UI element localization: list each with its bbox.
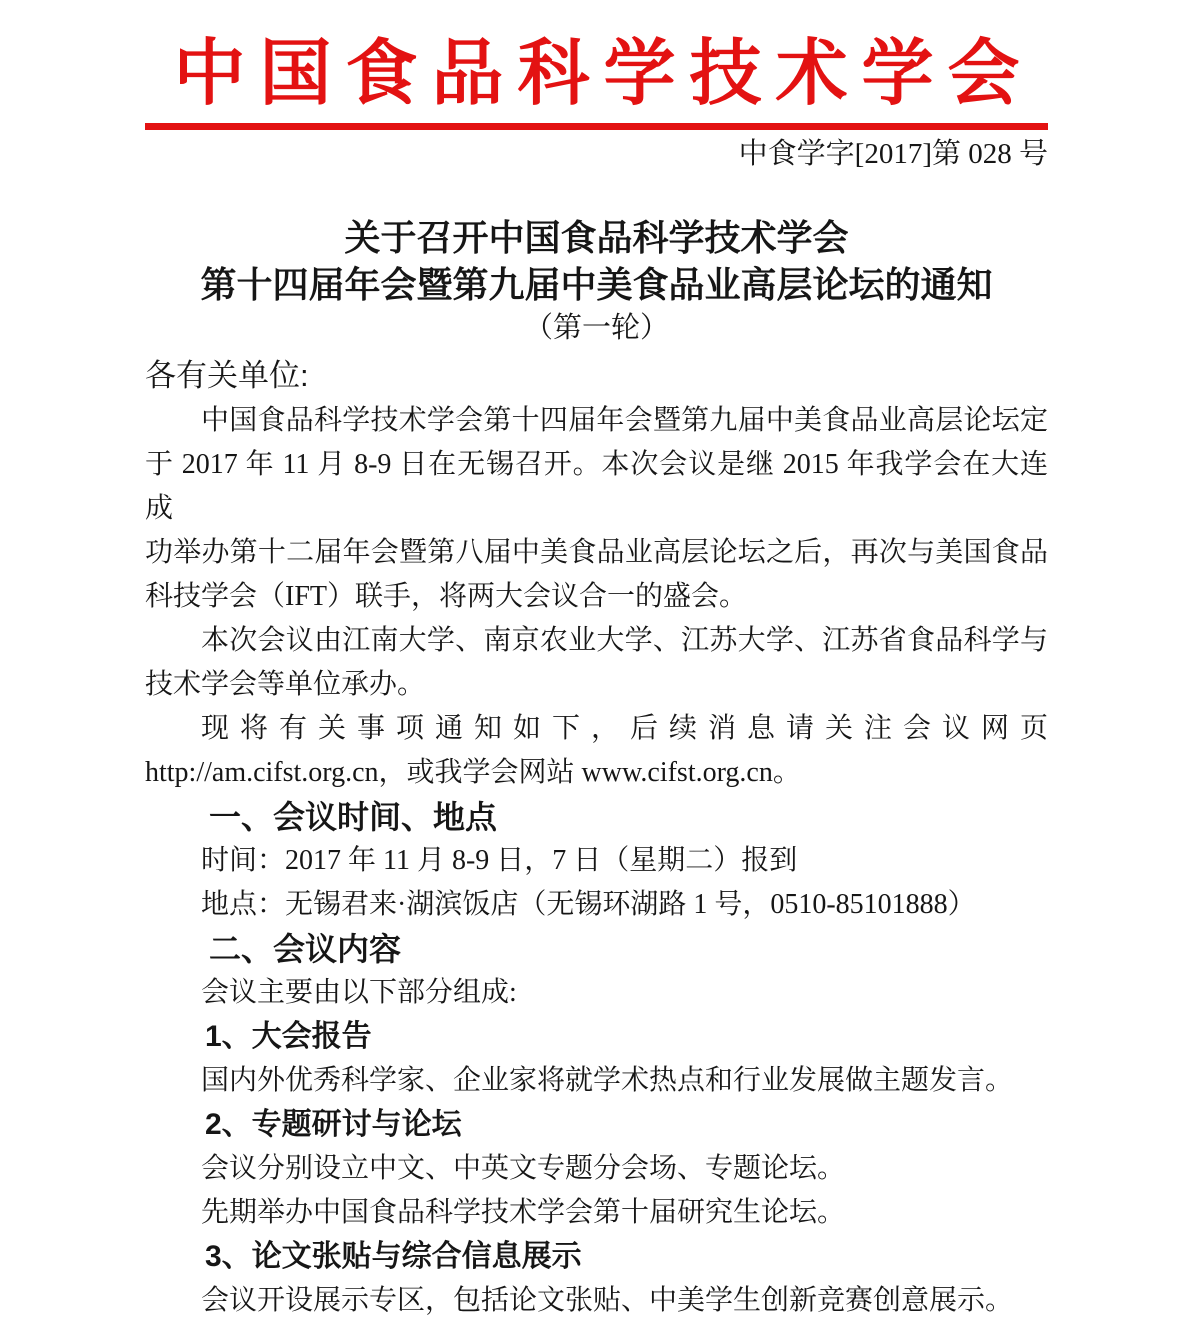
round-label: （第一轮）: [523, 312, 669, 344]
notice-title-line-2: 第十四届年会暨第九届中美食品业高层论坛的通知: [200, 264, 993, 305]
paragraph-line: 技术学会等单位承办。: [145, 669, 426, 700]
meeting-time-line: 时间：2017 年 11 月 8-9 日，7 日（星期二）报到: [201, 845, 798, 876]
paragraph-line: 科技学会（IFT）联手，将两大会议合一的盛会。: [145, 581, 748, 612]
meeting-place-line: 地点：无锡君来·湖滨饭店（无锡环湖路 1 号，0510-85101888）: [201, 889, 976, 920]
paragraph-line: 国内外优秀科学家、企业家将就学术热点和行业发展做主题发言。: [201, 1065, 1014, 1096]
paragraph-line: 会议分别设立中文、中英文专题分会场、专题论坛。: [201, 1153, 846, 1184]
paragraph-line: 会议开设展示专区，包括论文张贴、中美学生创新竞赛创意展示。: [201, 1285, 1014, 1316]
paragraph-line: 先期举办中国食品科学技术学会第十届研究生论坛。: [201, 1197, 846, 1228]
section-heading-1: 一、会议时间、地点: [209, 799, 498, 835]
paragraph-line: 会议主要由以下部分组成:: [201, 977, 517, 1008]
paragraph-line: 功举办第十二届年会暨第八届中美食品业高层论坛之后，再次与美国食品: [145, 537, 1048, 568]
salutation: 各有关单位:: [145, 358, 309, 393]
paragraph-line: 于 2017 年 11 月 8-9 日在无锡召开。本次会议是继 2015 年我学会在大连成: [145, 449, 1048, 524]
paragraph-line: 本次会议由江南大学、南京农业大学、江苏大学、江苏省食品科学与: [201, 625, 1048, 656]
item-heading-1: 1、大会报告: [205, 1020, 372, 1053]
paragraph-line: 中国食品科学技术学会第十四届年会暨第九届中美食品业高层论坛定: [201, 405, 1048, 436]
item-heading-3: 3、论文张贴与综合信息展示: [205, 1240, 582, 1273]
website-line: http://am.cifst.org.cn，或我学会网站 www.cifst.org.cn。: [145, 757, 801, 788]
notice-title-line-1: 关于召开中国食品科学技术学会: [344, 217, 849, 258]
item-heading-2: 2、专题研讨与论坛: [205, 1108, 462, 1141]
org-title: 中国食品科学技术学会: [173, 34, 1034, 114]
doc-number: 中食学字[2017]第 028 号: [738, 138, 1048, 170]
paragraph-line: 现将有关事项通知如下，后续消息请关注会议网页: [201, 713, 1048, 744]
section-heading-2: 二、会议内容: [209, 931, 402, 967]
header-divider: [145, 123, 1048, 130]
